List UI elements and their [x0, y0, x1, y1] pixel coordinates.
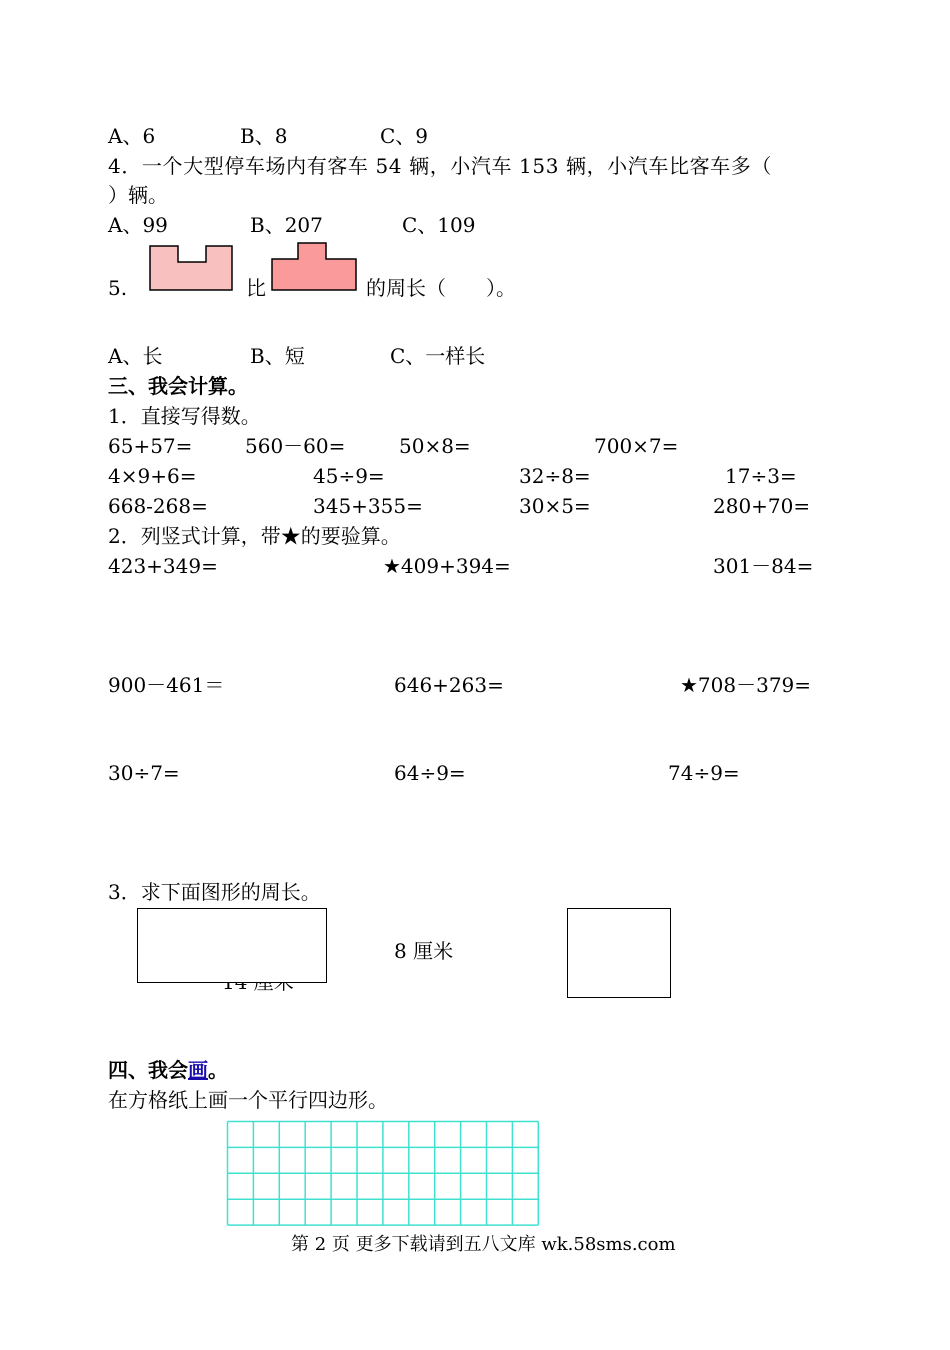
- oral-calc-item: 668-268=: [108, 494, 208, 518]
- option-b: B、8: [240, 124, 288, 148]
- vertical-calc-item: ★409+394=: [383, 554, 511, 578]
- option-c: C、9: [380, 124, 429, 148]
- square-figure: [567, 908, 671, 998]
- question-4-text-cont: ）辆。: [108, 183, 168, 207]
- oral-calc-item: 65+57=: [108, 434, 193, 458]
- vertical-calc-item: 64÷9=: [394, 761, 466, 785]
- section-4-title-prefix: 四、我会: [108, 1058, 188, 1082]
- vertical-calc-item: 30÷7=: [108, 761, 180, 785]
- vertical-calc-item: ★708－379=: [680, 673, 812, 697]
- question-5-number: 5.: [108, 276, 128, 300]
- subquestion-2: 2．列竖式计算，带★的要验算。: [108, 524, 401, 548]
- oral-calc-item: 30×5=: [519, 494, 591, 518]
- oral-calc-item: 17÷3=: [725, 464, 797, 488]
- option-c: C、一样长: [390, 344, 486, 368]
- notched-shape-figure: [148, 244, 236, 294]
- stepped-shape-figure: [270, 241, 360, 293]
- vertical-calc-item: 301－84=: [713, 554, 814, 578]
- oral-calc-item: 32÷8=: [519, 464, 591, 488]
- subquestion-1: 1．直接写得数。: [108, 404, 261, 428]
- section-4-title-suffix: 。: [208, 1058, 228, 1082]
- section-4-title: [108, 1058, 228, 1082]
- oral-calc-item: 700×7=: [594, 434, 679, 458]
- option-c: C、109: [402, 213, 476, 237]
- vertical-calc-item: 74÷9=: [668, 761, 740, 785]
- oral-calc-item: 50×8=: [399, 434, 471, 458]
- section-3-title: 三、我会计算。: [108, 374, 248, 398]
- oral-calc-item: 280+70=: [713, 494, 811, 518]
- question-5-tail: 的周长（ ）。: [366, 276, 516, 300]
- question-4-text: 4．一个大型停车场内有客车 54 辆，小汽车 153 辆，小汽车比客车多（: [108, 154, 772, 178]
- option-a: A、6: [108, 124, 156, 148]
- oral-calc-item: 560－60=: [245, 434, 346, 458]
- option-a: A、99: [108, 213, 168, 237]
- drawing-instruction: 在方格纸上画一个平行四边形。: [108, 1088, 388, 1112]
- square-grid-paper: [226, 1120, 540, 1228]
- oral-calc-item: 4×9+6=: [108, 464, 197, 488]
- draw-link[interactable]: 画: [188, 1058, 208, 1082]
- rectangle-figure: [137, 908, 327, 983]
- oral-calc-item: 45÷9=: [313, 464, 385, 488]
- vertical-calc-item: 646+263=: [394, 673, 504, 697]
- question-5-compare-word: 比: [246, 276, 266, 300]
- option-b: B、207: [250, 213, 323, 237]
- option-b: B、短: [250, 344, 305, 368]
- oral-calc-item: 345+355=: [313, 494, 423, 518]
- vertical-calc-item: 423+349=: [108, 554, 218, 578]
- page-footer: 第 2 页 更多下载请到五八文库 wk.58sms.com: [291, 1234, 676, 1255]
- subquestion-3: 3．求下面图形的周长。: [108, 880, 321, 904]
- option-a: A、长: [108, 344, 163, 368]
- square-side-label: 8 厘米: [394, 939, 454, 963]
- vertical-calc-item: 900－461＝: [108, 673, 225, 697]
